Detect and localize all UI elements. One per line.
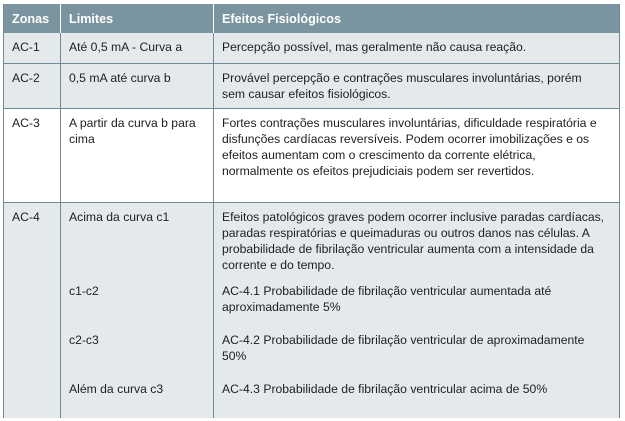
table-row [4, 202, 619, 418]
efeito-cell [213, 203, 619, 418]
efeito-cell: Fortes contrações musculares involuntárias, dificuldade respiratória e disfunções cardíacas reversíveis. Podem ocorrer imobilizações e os efeitos aumentam com o crescimento da corrente elétrica, normalmente os efeitos prejudiciais podem ser revertidos. [213, 109, 619, 202]
limite-cell [60, 203, 213, 418]
efeito-cell: Percepção possível, mas geralmente não causa reação. [213, 33, 619, 63]
efeito-sub: AC-4.1 Probabilidade de fibrilação ventricular aumentada até aproximadamente 5% [222, 284, 552, 314]
zona-cell: AC-2 [12, 71, 40, 85]
table-row [4, 33, 619, 63]
limite-main: Acima da curva c1 [69, 210, 170, 224]
zona-cell: AC-1 [12, 40, 40, 54]
efeito-main: Efeitos patológicos graves podem ocorrer inclusive paradas cardíacas, paradas respiratórias e queimaduras ou outros danos nas células. A probabilidade de fibrilação ventricular aumenta com a intensidade da corrente e do tempo. [222, 210, 605, 272]
zona-cell: AC-3 [12, 116, 40, 130]
physiological-effects-table [3, 4, 620, 418]
limite-cell: 0,5 mA até curva b [60, 64, 213, 108]
limite-sub: c1-c2 [69, 284, 99, 298]
header-efeitos: Efeitos Fisiológicos [213, 4, 619, 33]
efeito-sub: AC-4.3 Probabilidade de fibrilação ventricular acima de 50% [222, 382, 548, 396]
header-limites: Limites [60, 4, 213, 33]
table-header [4, 4, 619, 33]
limite-sub: Além da curva c3 [69, 382, 164, 396]
header-zonas: Zonas [12, 12, 50, 26]
limite-sub: c2-c3 [69, 333, 99, 347]
table-row [4, 63, 619, 108]
limite-cell: Até 0,5 mA - Curva a [60, 33, 213, 63]
efeito-cell: Provável percepção e contrações musculares involuntárias, porém sem causar efeitos fisiológicos. [213, 64, 619, 108]
limite-cell: A partir da curva b para cima [60, 109, 213, 202]
zona-cell: AC-4 [12, 210, 40, 224]
efeito-sub: AC-4.2 Probabilidade de fibrilação ventricular de aproximadamente 50% [222, 333, 585, 363]
table-row [4, 108, 619, 202]
